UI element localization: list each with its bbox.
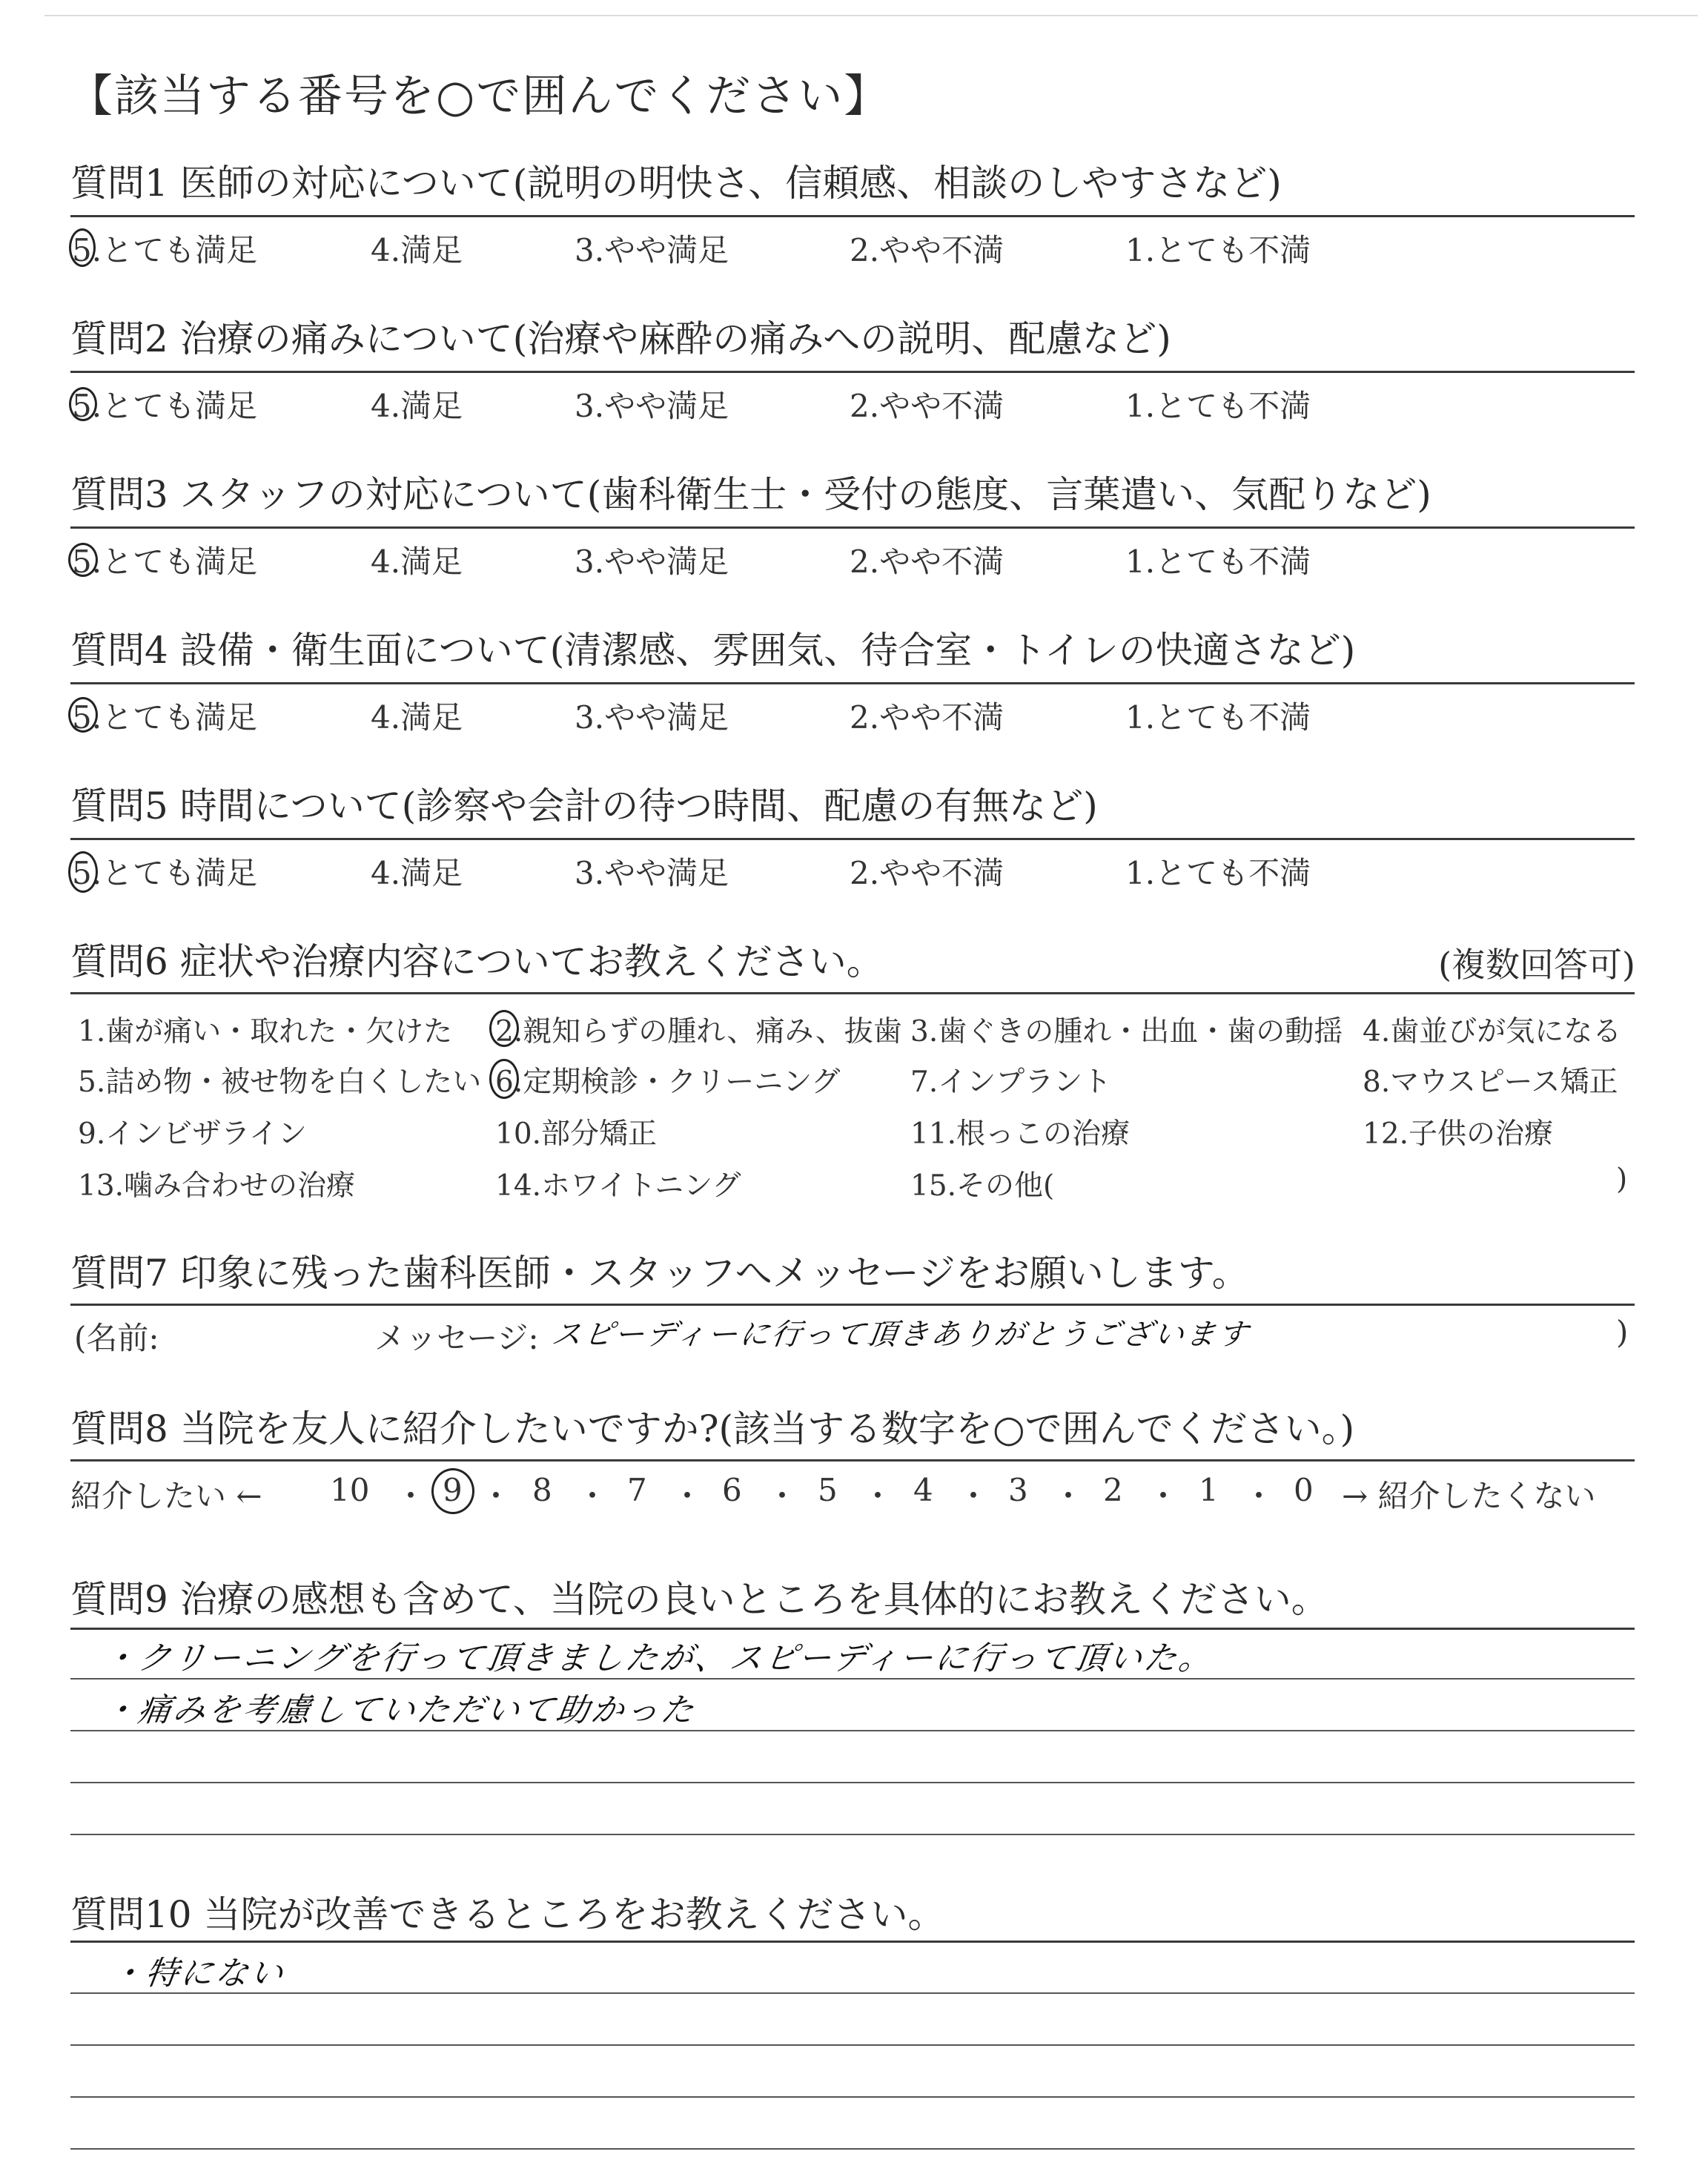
q6-option-4[interactable]: 4.歯並びが気になる bbox=[1363, 1015, 1622, 1048]
q4-option-3[interactable]: 3.やや満足 bbox=[575, 699, 729, 736]
q1-option-2[interactable]: 2.やや不満 bbox=[850, 232, 1004, 268]
q2-option-4[interactable]: 4.満足 bbox=[371, 388, 463, 424]
q6-option-11[interactable]: 11.根っこの治療 bbox=[910, 1117, 1131, 1151]
question-2-rule bbox=[70, 371, 1635, 373]
q9-line-1 bbox=[70, 1678, 1635, 1680]
scale-dot: ・ bbox=[958, 1478, 990, 1514]
scale-8[interactable]: 8 bbox=[532, 1472, 552, 1508]
q6-option-2[interactable]: 2.親知らずの腫れ、痛み、抜歯 bbox=[495, 1015, 902, 1048]
question-10 bbox=[70, 1891, 1635, 1938]
question-6-rule bbox=[70, 992, 1635, 994]
top-rule bbox=[44, 15, 1698, 16]
q10-line-4 bbox=[70, 2148, 1635, 2150]
scale-dot: ・ bbox=[395, 1478, 427, 1514]
q5-option-2[interactable]: 2.やや不満 bbox=[850, 855, 1004, 891]
scale-2[interactable]: 2 bbox=[1103, 1472, 1123, 1508]
question-3-rule bbox=[70, 526, 1635, 529]
q6-option-3[interactable]: 3.歯ぐきの腫れ・出血・歯の動揺 bbox=[910, 1015, 1343, 1048]
scale-dot: ・ bbox=[767, 1478, 798, 1514]
question-8-text: 質問8 当院を友人に紹介したいですか?(該当する数字を○で囲んでください。) bbox=[70, 1407, 1355, 1450]
q6-option-8[interactable]: 8.マウスピース矯正 bbox=[1363, 1066, 1618, 1099]
q4-option-4[interactable]: 4.満足 bbox=[371, 699, 463, 736]
q6-option-15[interactable]: 15.その他( bbox=[910, 1169, 1055, 1203]
q10-line-3 bbox=[70, 2096, 1635, 2098]
name-label: (名前: bbox=[74, 1320, 159, 1356]
q5-option-1[interactable]: 1.とても不満 bbox=[1125, 855, 1311, 891]
question-2-text: 質問2 治療の痛みについて(治療や麻酔の痛みへの説明、配慮など) bbox=[70, 317, 1171, 360]
question-9-rule bbox=[70, 1628, 1635, 1630]
q6-option-14[interactable]: 14.ホワイトニング bbox=[495, 1169, 741, 1203]
question-5-text: 質問5 時間について(診察や会計の待つ時間、配慮の有無など) bbox=[70, 785, 1098, 828]
scale-dot: ・ bbox=[1243, 1478, 1275, 1514]
question-9-text: 質問9 治療の感想も含めて、当院の良いところを具体的にお教えください。 bbox=[70, 1578, 1328, 1621]
q9-line-3 bbox=[70, 1782, 1635, 1783]
q9-line-2 bbox=[70, 1730, 1635, 1731]
q6-option-7[interactable]: 7.インプラント bbox=[910, 1066, 1112, 1099]
q6-option-12[interactable]: 12.子供の治療 bbox=[1363, 1117, 1554, 1151]
q5-option-5[interactable]: 5.とても満足 bbox=[72, 855, 258, 891]
q9-answer-1: ・クリーニングを行って頂きましたが、スピーディーに行って頂いた。 bbox=[100, 1639, 1217, 1677]
q3-option-2[interactable]: 2.やや不満 bbox=[850, 544, 1004, 580]
question-4-rule bbox=[70, 682, 1635, 684]
q1-option-5[interactable]: 5.とても満足 bbox=[72, 232, 258, 268]
q6-option-6[interactable]: 6.定期検診・クリーニング bbox=[495, 1066, 841, 1099]
scale-3[interactable]: 3 bbox=[1008, 1472, 1028, 1508]
question-9 bbox=[70, 1576, 1635, 1623]
question-7 bbox=[70, 1249, 1635, 1297]
question-4-text: 質問4 設備・衛生面について(清潔感、雰囲気、待合室・トイレの快適さなど) bbox=[70, 629, 1356, 672]
scale-4[interactable]: 4 bbox=[913, 1472, 933, 1508]
scale-left-label: 紹介したい ← bbox=[70, 1478, 262, 1514]
scale-7[interactable]: 7 bbox=[627, 1472, 647, 1508]
q4-option-5[interactable]: 5.とても満足 bbox=[72, 699, 258, 736]
q10-line-1 bbox=[70, 1992, 1635, 1994]
question-3-text: 質問3 スタッフの対応について(歯科衛生士・受付の態度、言葉遣い、気配りなど) bbox=[70, 473, 1431, 516]
question-1-text: 質問1 医師の対応について(説明の明快さ、信頼感、相談のしやすさなど) bbox=[70, 162, 1282, 205]
scale-dot: ・ bbox=[1148, 1478, 1179, 1514]
scale-1[interactable]: 1 bbox=[1199, 1472, 1219, 1508]
question-1 bbox=[70, 159, 1635, 207]
q5-option-4[interactable]: 4.満足 bbox=[371, 855, 463, 891]
scale-5[interactable]: 5 bbox=[818, 1472, 838, 1508]
q6-option-10[interactable]: 10.部分矯正 bbox=[495, 1117, 658, 1151]
multiple-answers-note: (複数回答可) bbox=[1438, 945, 1635, 985]
q3-option-5[interactable]: 5.とても満足 bbox=[72, 544, 258, 580]
question-10-text: 質問10 当院が改善できるところをお教えください。 bbox=[70, 1893, 945, 1936]
scale-10[interactable]: 10 bbox=[330, 1472, 370, 1508]
page-title: 【該当する番号を○で囲んでください】 bbox=[68, 70, 890, 122]
q3-option-1[interactable]: 1.とても不満 bbox=[1125, 544, 1311, 580]
q2-option-2[interactable]: 2.やや不満 bbox=[850, 388, 1004, 424]
message-label: メッセージ: bbox=[374, 1320, 539, 1356]
q6-option-1[interactable]: 1.歯が痛い・取れた・欠けた bbox=[78, 1015, 453, 1048]
scale-6[interactable]: 6 bbox=[722, 1472, 742, 1508]
scale-dot: ・ bbox=[1053, 1478, 1085, 1514]
q10-answer-1: ・特にない bbox=[107, 1955, 288, 1992]
question-1-rule bbox=[70, 215, 1635, 217]
q6-option-5[interactable]: 5.詰め物・被せ物を白くしたい bbox=[78, 1066, 482, 1099]
question-2 bbox=[70, 315, 1635, 363]
question-8 bbox=[70, 1405, 1635, 1453]
q2-option-1[interactable]: 1.とても不満 bbox=[1125, 388, 1311, 424]
q1-option-3[interactable]: 3.やや満足 bbox=[575, 232, 729, 268]
q3-option-3[interactable]: 3.やや満足 bbox=[575, 544, 729, 580]
scale-0[interactable]: 0 bbox=[1294, 1472, 1314, 1508]
q1-option-4[interactable]: 4.満足 bbox=[371, 232, 463, 268]
question-4 bbox=[70, 627, 1635, 674]
question-6 bbox=[70, 938, 1635, 985]
q2-option-5[interactable]: 5.とても満足 bbox=[72, 388, 258, 424]
q6-option-13[interactable]: 13.噛み合わせの治療 bbox=[78, 1169, 356, 1203]
scale-dot: ・ bbox=[672, 1478, 704, 1514]
scale-dot: ・ bbox=[577, 1478, 609, 1514]
question-5-rule bbox=[70, 838, 1635, 840]
q9-answer-2: ・痛みを考慮していただいて助かった bbox=[100, 1691, 698, 1729]
scale-right-label: → 紹介したくない bbox=[1342, 1478, 1596, 1514]
q5-option-3[interactable]: 3.やや満足 bbox=[575, 855, 729, 891]
q9-line-4 bbox=[70, 1834, 1635, 1835]
message-close-paren: ) bbox=[1616, 1314, 1629, 1350]
q10-line-2 bbox=[70, 2044, 1635, 2046]
q6-option-9[interactable]: 9.インビザライン bbox=[78, 1117, 308, 1151]
question-6-text: 質問6 症状や治療内容についてお教えください。 bbox=[70, 940, 884, 983]
question-7-text: 質問7 印象に残った歯科医師・スタッフへメッセージをお願いします。 bbox=[70, 1252, 1249, 1295]
question-3 bbox=[70, 471, 1635, 518]
question-8-rule bbox=[70, 1459, 1635, 1462]
q1-option-1[interactable]: 1.とても不満 bbox=[1125, 232, 1311, 268]
q3-option-4[interactable]: 4.満足 bbox=[371, 544, 463, 580]
question-7-rule bbox=[70, 1304, 1635, 1306]
q4-option-1[interactable]: 1.とても不満 bbox=[1125, 699, 1311, 736]
scale-dot: ・ bbox=[862, 1478, 894, 1514]
question-10-rule bbox=[70, 1941, 1635, 1943]
q4-option-2[interactable]: 2.やや不満 bbox=[850, 699, 1004, 736]
q2-option-3[interactable]: 3.やや満足 bbox=[575, 388, 729, 424]
question-5 bbox=[70, 782, 1635, 830]
scale-dot: ・ bbox=[480, 1478, 512, 1514]
scale-9[interactable]: 9 bbox=[443, 1472, 463, 1508]
q6-option-15-close: ) bbox=[1616, 1163, 1628, 1196]
message-handwriting: スピーディーに行って頂きありがとうございます bbox=[549, 1318, 1252, 1352]
